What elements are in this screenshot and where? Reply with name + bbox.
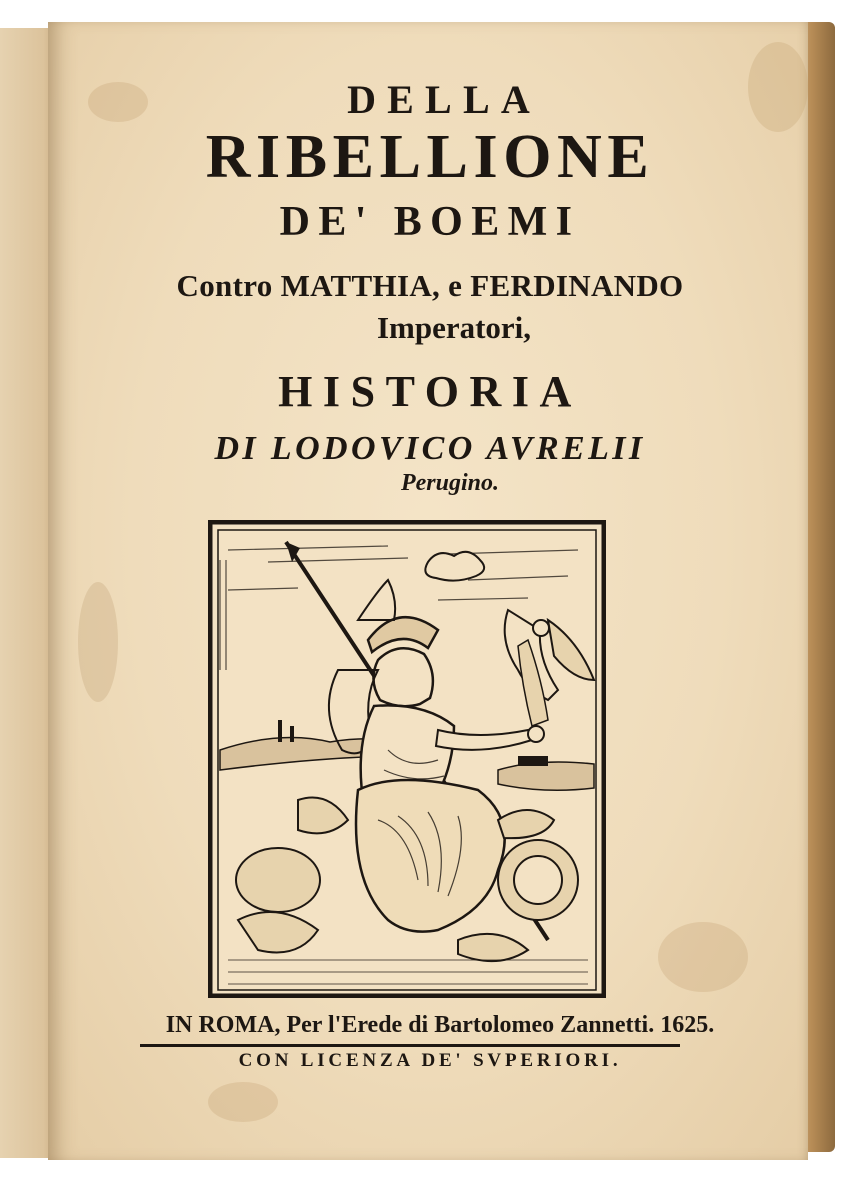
license-line: CON LICENZA DE' SVPERIORI. xyxy=(238,1050,622,1071)
author-line: DI LODOVICO AVRELII xyxy=(214,430,646,467)
title-line-historia: HISTORIA xyxy=(278,367,582,416)
title-line-boemi: DE' BOEMI xyxy=(279,199,581,245)
subtitle-line-contro: Contro MATTHIA, e FERDINANDO xyxy=(176,268,684,303)
title-line-ribellione: RIBELLIONE xyxy=(205,123,655,191)
imprint-rule xyxy=(140,1044,680,1047)
imprint-line: IN ROMA, Per l'Erede di Bartolomeo Zannetti. 1625. xyxy=(165,1012,715,1038)
subtitle-line-imperatori: Imperatori, xyxy=(376,310,532,345)
author-origin-line: Perugino. xyxy=(400,470,499,496)
title-line-della: DELLA xyxy=(347,77,541,122)
woodcut-illustration xyxy=(208,520,606,998)
